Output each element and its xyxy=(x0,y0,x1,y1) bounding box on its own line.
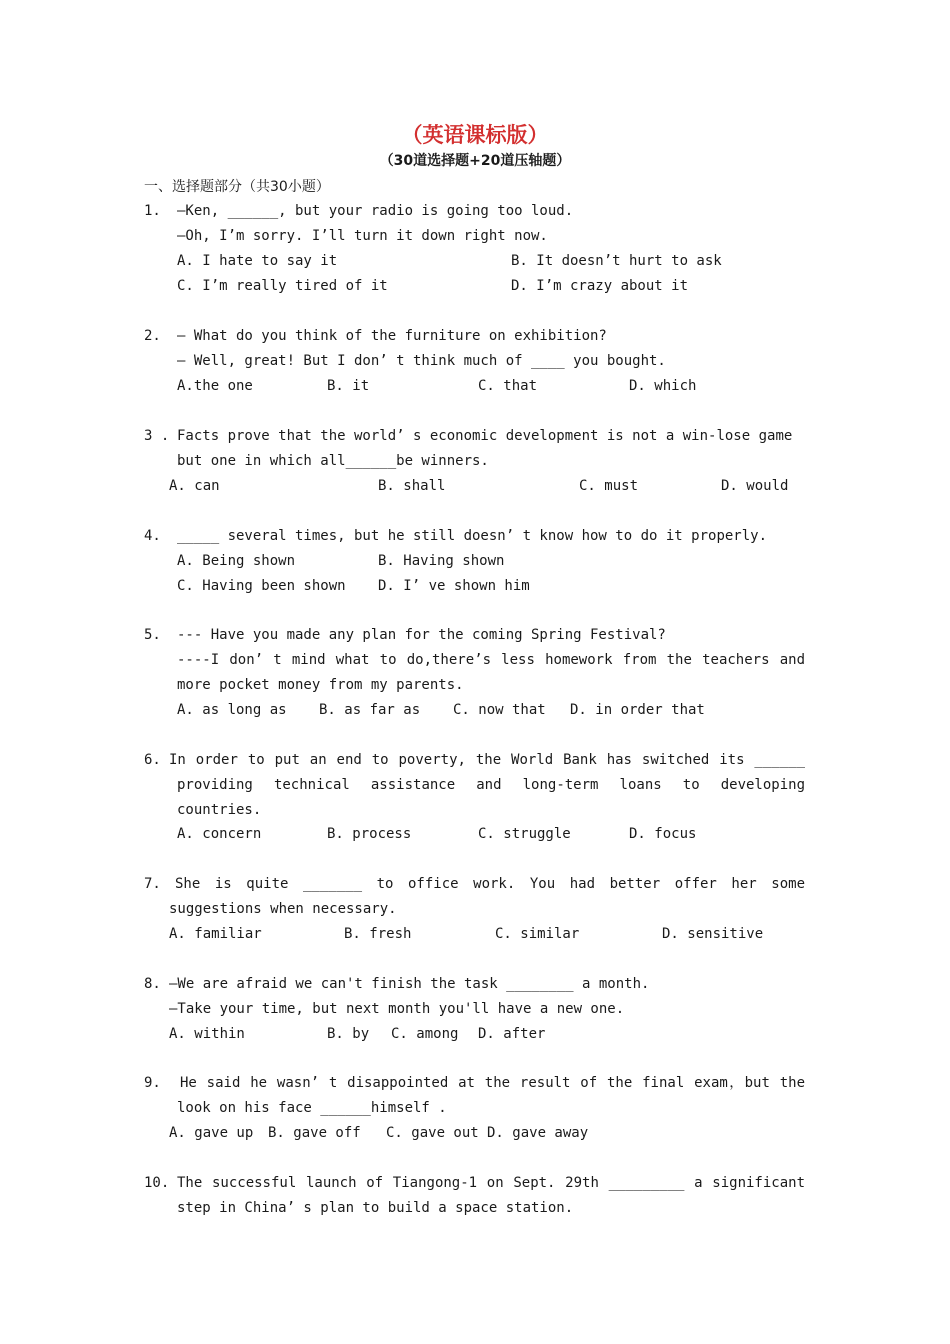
question-stem: —Oh, I’m sorry. I’ll turn it down right now. xyxy=(177,228,548,244)
question-stem: He said he wasn’ t disappointed at the result of the final exam，but the xyxy=(180,1075,805,1091)
answer-option-c: C. struggle xyxy=(478,826,571,842)
answer-option-d: D. gave away xyxy=(487,1125,589,1141)
answer-option-d: D. sensitive xyxy=(662,926,764,942)
question-number: 10. xyxy=(144,1175,170,1191)
question-stem: look on his face ______himself . xyxy=(177,1100,447,1116)
answer-option-c: C. now that xyxy=(453,702,546,718)
question-stem: —We are afraid we can't finish the task ________ a month. xyxy=(169,976,650,992)
question-number: 5. xyxy=(144,627,161,643)
question-stem: — Well, great! But I don’ t think much of ____ you bought. xyxy=(177,353,666,369)
answer-option-b: B. shall xyxy=(378,478,446,494)
answer-option-d: D. which xyxy=(629,378,697,394)
answer-option-b: B. fresh xyxy=(344,926,412,942)
question-stem: In order to put an end to poverty, the World Bank has switched its ______ xyxy=(169,752,805,768)
answer-option-c: C. among xyxy=(391,1026,459,1042)
question-stem: — What do you think of the furniture on exhibition? xyxy=(177,328,607,344)
question-stem: providing technical assistance and long-term loans to developing xyxy=(177,777,805,793)
question-stem: Facts prove that the world’ s economic development is not a win-lose game xyxy=(177,428,793,444)
question-stem: but one in which all______be winners. xyxy=(177,453,489,469)
question-stem: _____ several times, but he still doesn’ t know how to do it properly. xyxy=(177,528,768,544)
question-number: 9. xyxy=(144,1075,161,1091)
question-stem: step in China’ s plan to build a space station. xyxy=(177,1200,574,1216)
question-number: 1. xyxy=(144,203,161,219)
answer-option-c: C. similar xyxy=(495,926,580,942)
answer-option-d: D. after xyxy=(478,1026,546,1042)
answer-option-a: A.the one xyxy=(177,378,253,394)
answer-option-a: A. I hate to say it xyxy=(177,253,338,269)
question-number: 6. xyxy=(144,752,161,768)
answer-option-b: B. as far as xyxy=(319,702,421,718)
document-subtitle: （30道选择题+20道压轴题） xyxy=(379,153,571,169)
question-stem: countries. xyxy=(177,802,262,818)
document-title: （英语课标版） xyxy=(401,123,549,147)
answer-option-b: B. process xyxy=(327,826,412,842)
answer-option-d: D. in order that xyxy=(570,702,705,718)
answer-option-a: A. Being shown xyxy=(177,553,296,569)
answer-option-b: B. it xyxy=(327,378,370,394)
answer-option-d: D. would xyxy=(721,478,789,494)
answer-option-a: A. familiar xyxy=(169,926,262,942)
answer-option-d: D. focus xyxy=(629,826,697,842)
question-number: 3 . xyxy=(144,428,170,444)
question-stem: —Take your time, but next month you'll have a new one. xyxy=(169,1001,625,1017)
answer-option-c: C. I’m really tired of it xyxy=(177,278,388,294)
question-number: 2. xyxy=(144,328,161,344)
answer-option-b: B. Having shown xyxy=(378,553,505,569)
question-number: 7. xyxy=(144,876,161,892)
question-stem: —Ken, ______, but your radio is going too loud. xyxy=(177,203,574,219)
answer-option-c: C. gave out xyxy=(386,1125,479,1141)
answer-option-b: B. gave off xyxy=(268,1125,361,1141)
question-stem: --- Have you made any plan for the coming Spring Festival? xyxy=(177,627,666,643)
answer-option-c: C. must xyxy=(579,478,639,494)
question-number: 4. xyxy=(144,528,161,544)
question-stem: ----I don’ t mind what to do,there’s less homework from the teachers and xyxy=(177,652,805,668)
answer-option-a: A. within xyxy=(169,1026,245,1042)
answer-option-b: B. It doesn’t hurt to ask xyxy=(511,253,722,269)
answer-option-c: C. Having been shown xyxy=(177,578,346,594)
question-number: 8. xyxy=(144,976,161,992)
answer-option-a: A. concern xyxy=(177,826,262,842)
answer-option-d: D. I’ ve shown him xyxy=(378,578,530,594)
question-stem: She is quite _______ to office work. You had better offer her some xyxy=(175,876,805,892)
question-stem: suggestions when necessary. xyxy=(169,901,397,917)
answer-option-a: A. gave up xyxy=(169,1125,254,1141)
answer-option-a: A. can xyxy=(169,478,220,494)
answer-option-b: B. by xyxy=(327,1026,370,1042)
question-stem: more pocket money from my parents. xyxy=(177,677,464,693)
question-stem: The successful launch of Tiangong-1 on Sept. 29th _________ a significant xyxy=(177,1175,805,1191)
answer-option-c: C. that xyxy=(478,378,538,394)
answer-option-d: D. I’m crazy about it xyxy=(511,278,689,294)
section-heading: 一、选择题部分（共30小题） xyxy=(144,179,330,195)
answer-option-a: A. as long as xyxy=(177,702,287,718)
